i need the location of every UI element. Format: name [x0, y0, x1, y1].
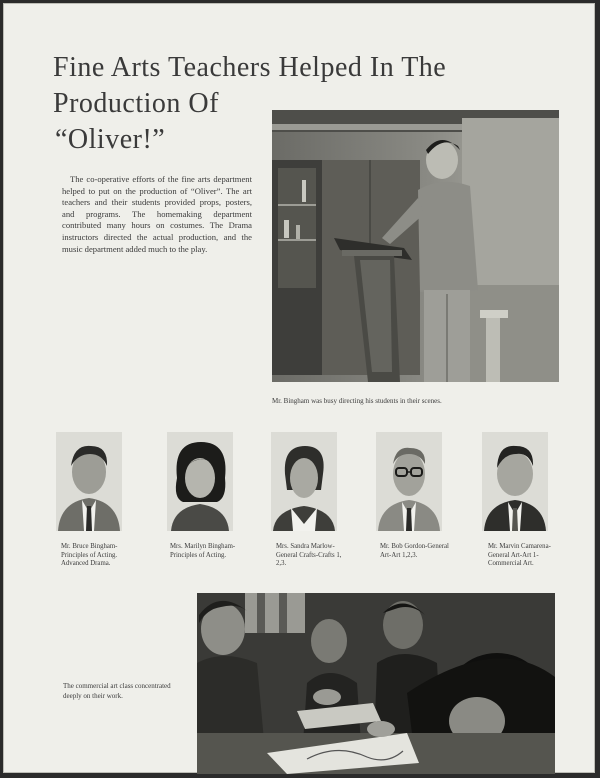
- portrait-image-5: [482, 432, 548, 531]
- caption-bruce-bingham: Mr. Bruce Bingham-Principles of Acting. Advanced Drama.: [61, 543, 118, 568]
- portrait-marvin-camarena: [482, 432, 548, 531]
- caption-sandra-marlow: Mrs. Sandra Marlow-General Crafts-Crafts 1, 2,3.: [276, 543, 342, 568]
- portrait-image-2: [167, 432, 233, 531]
- portrait-bruce-bingham: [56, 432, 122, 531]
- main-photo-caption: Mr. Bingham was busy directing his students in their scenes.: [272, 397, 442, 405]
- main-photo-director: [272, 110, 559, 382]
- caption-bob-gordon: Mr. Bob Gordon-General Art-Art 1,2,3.: [380, 543, 449, 559]
- class-photo-commercial-art: [197, 593, 555, 774]
- portrait-sandra-marlow: [271, 432, 337, 531]
- intro-paragraph: The co-operative efforts of the fine arts department helped to put on the production of “Oliver”. The art teachers and their students provided props, posters, and programs. The homemaking department contributed many hours on costumes. The Drama instructors directed the actual production, and the music department added much to the play.: [62, 174, 252, 254]
- title-line-2: Production Of: [53, 88, 219, 119]
- class-photo-image: [197, 593, 555, 774]
- caption-marvin-camarena: Mr. Marvin Camarena-General Art-Art 1-Commercial Art.: [488, 543, 551, 568]
- director-photo-image: [272, 110, 559, 382]
- yearbook-page: [3, 3, 595, 773]
- title-line-1: Fine Arts Teachers Helped In The: [53, 52, 447, 83]
- portrait-image-3: [271, 432, 337, 531]
- title-line-3: “Oliver!”: [55, 124, 166, 155]
- portrait-image-1: [56, 432, 122, 531]
- portrait-bob-gordon: [376, 432, 442, 531]
- class-photo-caption: The commercial art class concentrated deeply on their work.: [63, 682, 171, 700]
- portrait-marilyn-bingham: [167, 432, 233, 531]
- caption-marilyn-bingham: Mrs. Marilyn Bingham-Principles of Acting.: [170, 543, 236, 559]
- portrait-image-4: [376, 432, 442, 531]
